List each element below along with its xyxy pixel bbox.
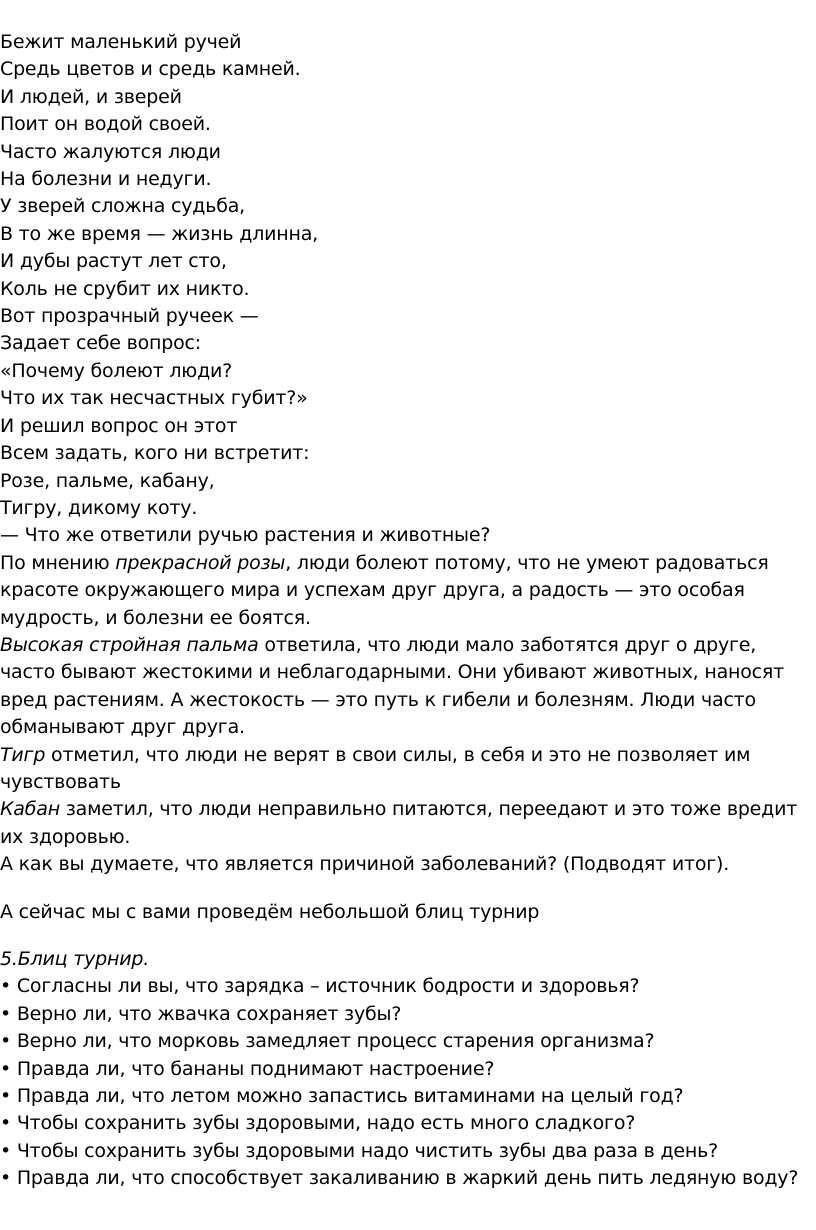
poem-line: Розе, пальме, кабану, (0, 469, 215, 492)
quiz-item: • Верно ли, что морковь замедляет процесс старения организма? (0, 1030, 655, 1053)
boar-emphasis: Кабан (0, 798, 60, 821)
section-title (0, 946, 810, 973)
poem (0, 29, 810, 522)
poem-line: В то же время — жизнь длинна, (0, 222, 319, 245)
poem-line: На болезни и недуги. (0, 168, 212, 191)
conclusion-line: А как вы думаете, что является причиной заболеваний? (Подводят итог). (0, 853, 730, 876)
quiz-item: • Чтобы сохранить зубы здоровыми надо чистить зубы два раза в день? (0, 1139, 718, 1162)
palm-paragraph (0, 632, 810, 742)
spacer (0, 879, 810, 899)
tiger-emphasis: Тигр (0, 743, 46, 766)
quiz-item: • Чтобы сохранить зубы здоровыми, надо есть много сладкого? (0, 1112, 636, 1135)
boar-text: заметил, что люди неправильно питаются, переедают и это тоже вредит их здоровью. (0, 798, 798, 848)
poem-line: Бежит маленький ручей (0, 31, 242, 53)
poem-line: Средь цветов и средь камней. (0, 58, 301, 81)
rose-text: , люди болеют потому, что не умеют радоваться красоте окружающего мира и успехам друг друга, а радость — это особая мудрость, и болезни ее боятся. (0, 551, 769, 629)
poem-line: Часто жалуются люди (0, 140, 221, 163)
quiz-item: • Правда ли, что способствует закаливанию в жаркий день пить ледяную воду? (0, 1167, 799, 1190)
section-title-text: 5.Блиц турнир. (0, 948, 150, 970)
poem-line: Поит он водой своей. (0, 113, 211, 136)
tiger-paragraph (0, 742, 810, 797)
poem-line: Что их так несчастных губит?» (0, 387, 308, 410)
document-page (0, 29, 810, 1193)
quiz-item: • Правда ли, что летом можно запастись витаминами на целый год? (0, 1085, 684, 1108)
rose-prefix: По мнению (0, 551, 116, 574)
intro-line: А сейчас мы с вами проведём небольшой блиц турнир (0, 900, 540, 923)
poem-line: И людей, и зверей (0, 85, 182, 108)
poem-line: Коль не срубит их никто. (0, 277, 250, 300)
quiz-item: • Согласны ли вы, что зарядка – источник бодрости и здоровья? (0, 975, 640, 998)
poem-line: Задает себе вопрос: (0, 332, 201, 355)
rose-emphasis: прекрасной розы (115, 551, 286, 574)
spacer (0, 926, 810, 946)
poem-line: Вот прозрачный ручеек — (0, 305, 259, 328)
quiz-list (0, 973, 810, 1192)
poem-line: У зверей сложна судьба, (0, 195, 246, 218)
palm-text: ответила, что люди мало заботятся друг о друге, часто бывают жестокими и неблагодарными. Они убивают животных, наносят вред растениям. А жестокость — это путь к гибели и болезням. Люди часто обманывают друг друга. (0, 633, 785, 739)
boar-paragraph (0, 796, 810, 851)
rose-paragraph (0, 550, 810, 632)
question-line: — Что же ответили ручью растения и животные? (0, 524, 491, 547)
tiger-text: отметил, что люди не верят в свои силы, в себя и это не позволяет им чувствовать (0, 743, 751, 793)
poem-line: Всем задать, кого ни встретит: (0, 442, 310, 465)
poem-line: И дубы растут лет сто, (0, 250, 227, 273)
poem-line: «Почему болеют люди? (0, 359, 233, 382)
quiz-item: • Верно ли, что жвачка сохраняет зубы? (0, 1002, 402, 1025)
quiz-item: • Правда ли, что бананы поднимают настроение? (0, 1057, 495, 1080)
palm-emphasis: Высокая стройная пальма (0, 633, 259, 656)
poem-line: И решил вопрос он этот (0, 414, 238, 437)
poem-line: Тигру, дикому коту. (0, 496, 198, 519)
